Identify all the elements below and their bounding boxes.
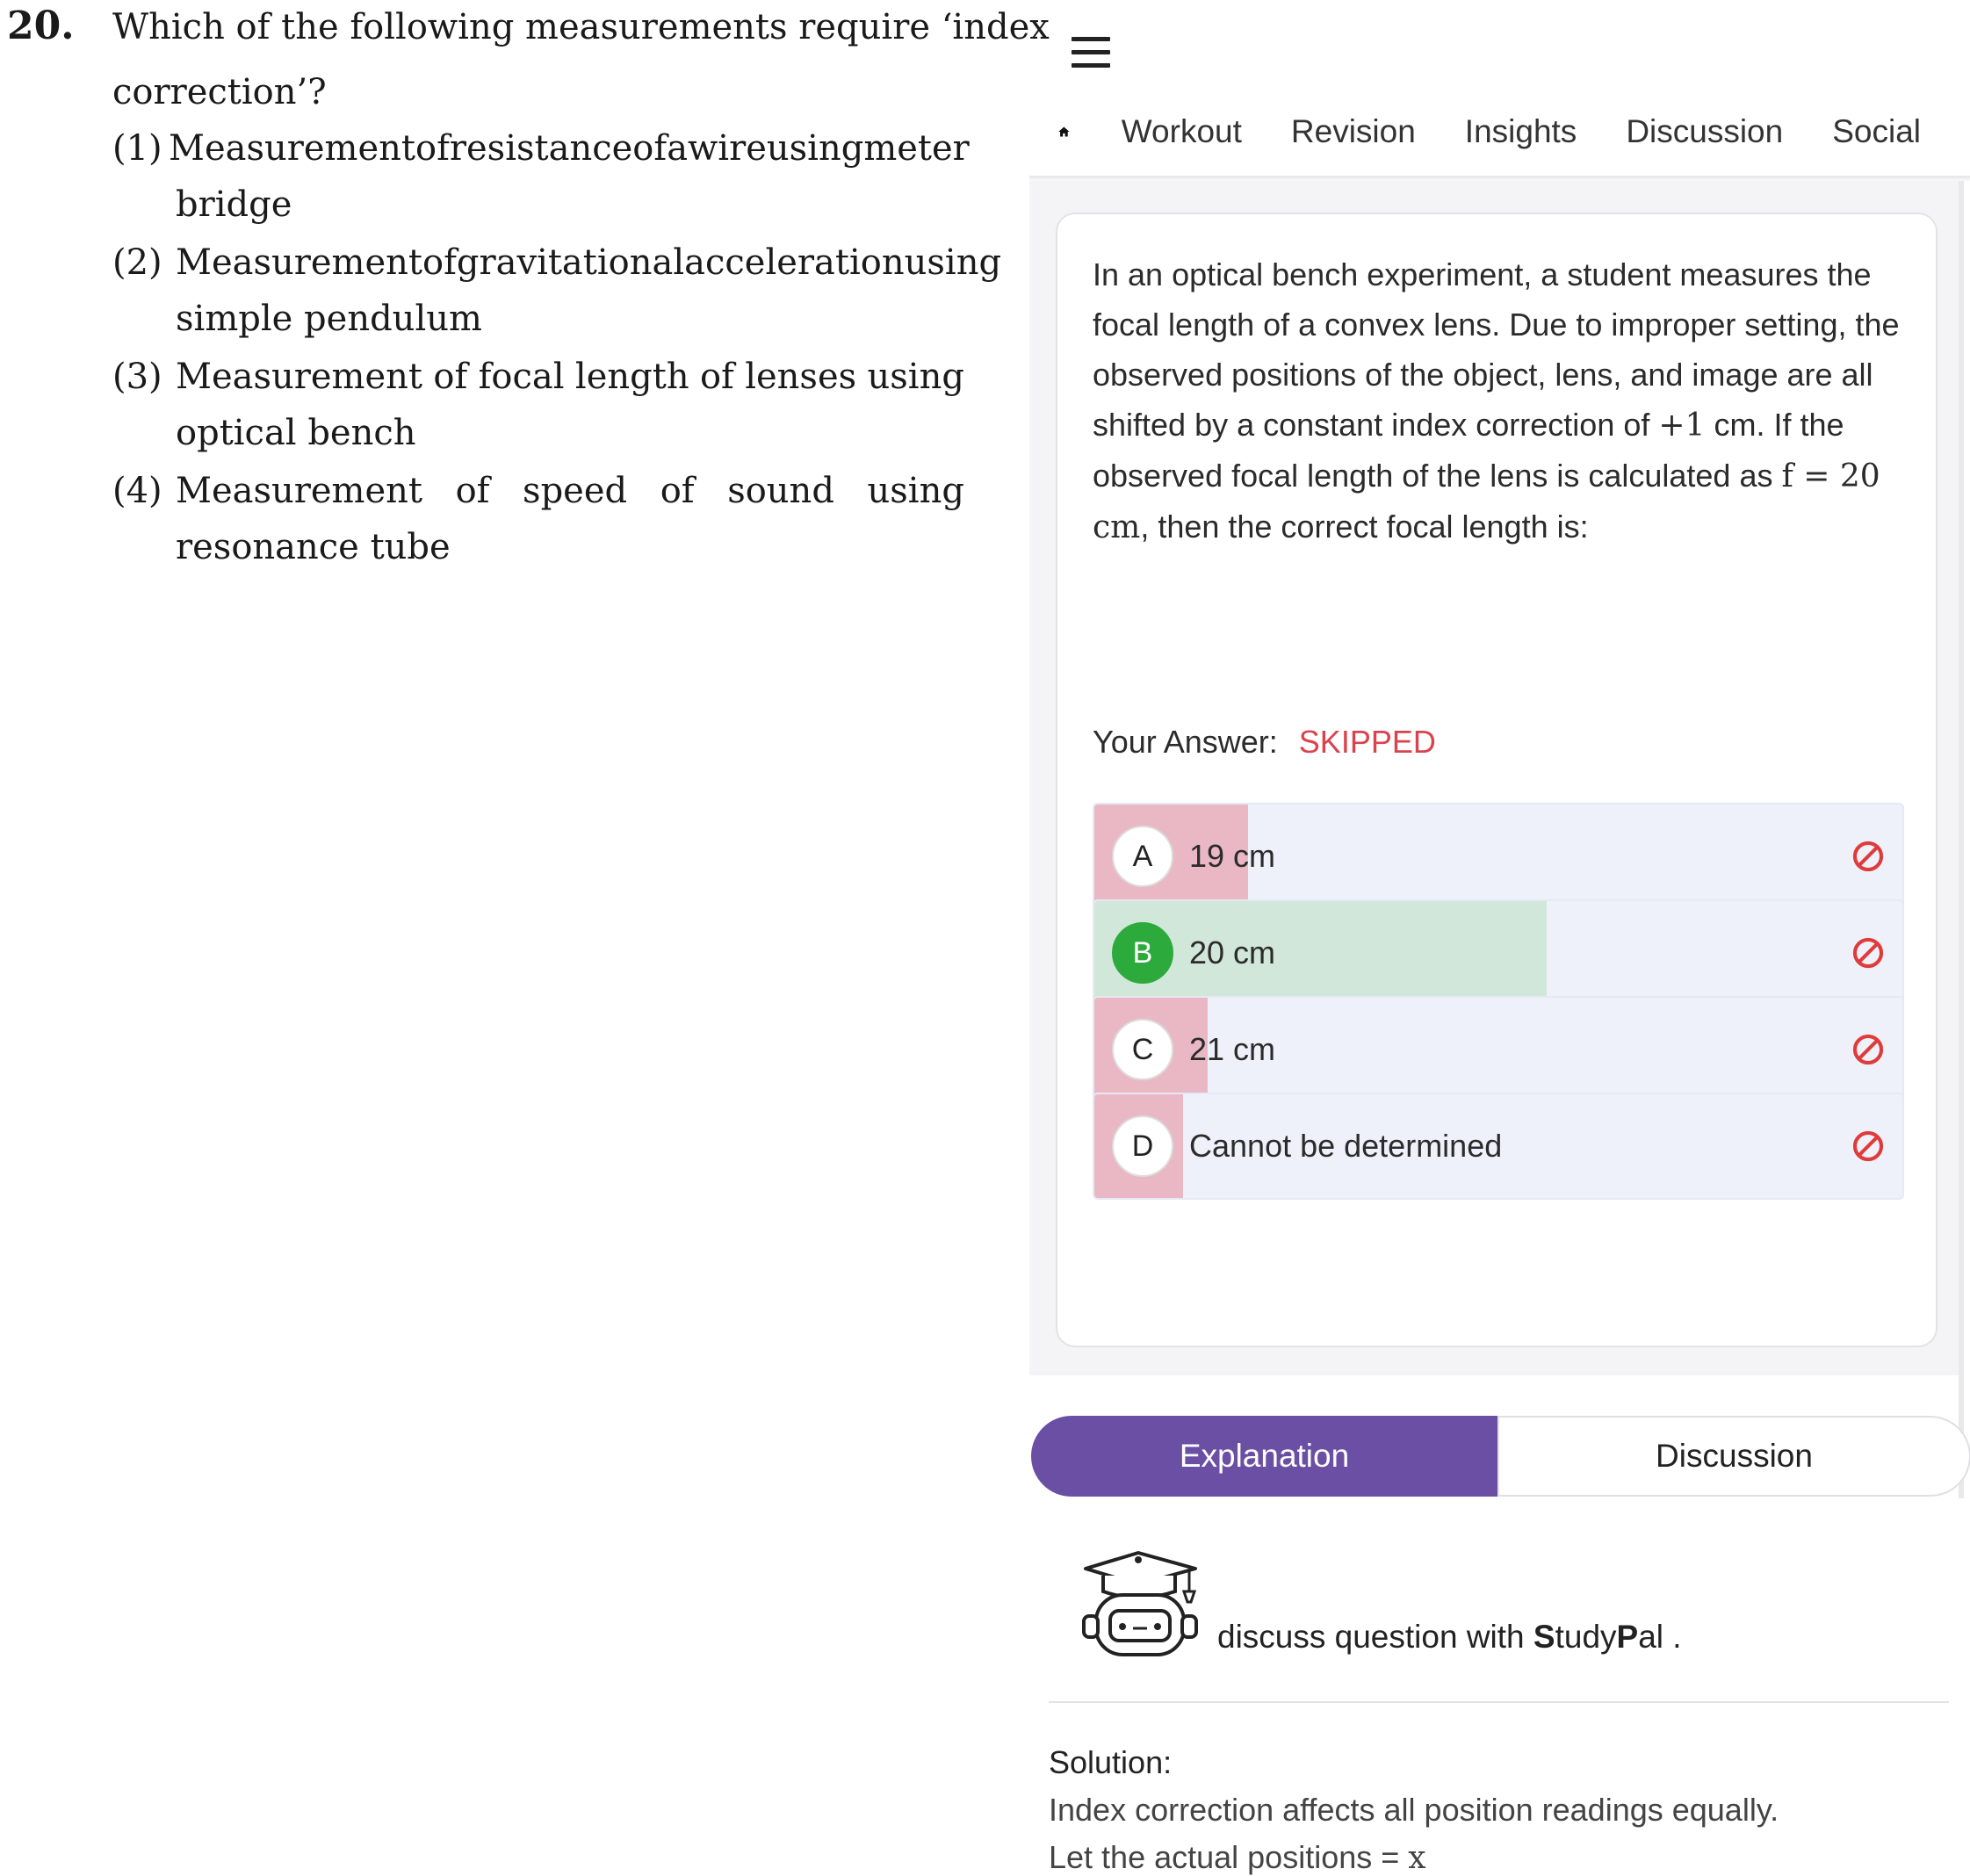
studypal-text: tudy <box>1555 1619 1617 1655</box>
word: meter <box>863 128 970 169</box>
option-d-letter: D <box>1112 1115 1173 1177</box>
math-expression: +1 <box>1658 408 1706 444</box>
option-a-letter: A <box>1112 826 1173 887</box>
option-a-text: 19 cm <box>1189 838 1276 874</box>
word: using <box>867 471 964 511</box>
your-answer-label: Your Answer: <box>1093 724 1278 760</box>
word: of <box>632 128 667 169</box>
nav-revision[interactable]: Revision <box>1290 113 1416 149</box>
studypal-link[interactable] <box>1217 1619 1682 1656</box>
question-text-part: In an optical bench experiment, a student measures the focal length of a convex lens. Due to improper setting, the observed positions of the object, lens, and image are all shifted by a constant index correction of <box>1093 256 1900 443</box>
word: of <box>699 357 734 397</box>
nav-insights[interactable]: Insights <box>1464 113 1577 149</box>
word: Measurement <box>176 471 422 511</box>
exam-option-number: (3) <box>112 357 162 397</box>
option-d-text: Cannot be determined <box>1189 1128 1503 1164</box>
studypal-mascot-icon[interactable] <box>1077 1549 1205 1663</box>
word: speed <box>523 471 628 511</box>
option-b[interactable] <box>1093 899 1904 1007</box>
exam-option-4-line1 <box>176 469 964 513</box>
word: lenses <box>745 357 857 397</box>
nav-workout[interactable]: Workout <box>1121 113 1242 149</box>
exam-option-number: (4) <box>112 471 162 511</box>
option-b-text: 20 cm <box>1189 934 1276 970</box>
solution-text: Let the actual positions = <box>1049 1839 1409 1875</box>
word: Measurement <box>169 128 415 169</box>
studypal-text: al <box>1638 1619 1664 1655</box>
word: Measurement <box>176 357 422 397</box>
exam-option-1-line2: bridge <box>176 184 292 225</box>
word: using <box>867 357 964 397</box>
word: resistance <box>449 128 633 169</box>
option-d[interactable] <box>1093 1093 1904 1200</box>
word: of <box>660 471 695 511</box>
exam-option-4-line2: resonance tube <box>176 527 451 567</box>
question-text-line1: Which of the following measurements require ‘index <box>112 7 1050 47</box>
word: Measurement <box>176 242 422 283</box>
question-number: 20. <box>7 4 75 48</box>
top-nav <box>1050 105 1970 158</box>
studypal-text: P <box>1616 1619 1639 1655</box>
exam-option-3-line2: optical bench <box>176 413 416 453</box>
question-text <box>1093 249 1909 552</box>
exam-option-2-line2: simple pendulum <box>176 299 482 339</box>
ban-icon <box>1851 1033 1885 1066</box>
nav-social[interactable]: Social <box>1832 113 1921 149</box>
word: using <box>766 128 864 169</box>
exam-option-3-line1 <box>176 355 964 399</box>
your-answer-row <box>1093 724 1436 761</box>
option-a[interactable] <box>1093 803 1904 910</box>
option-c-letter: C <box>1112 1019 1173 1080</box>
word: length <box>574 357 689 397</box>
word: sound <box>727 471 834 511</box>
exam-option-2-line1 <box>176 241 1002 285</box>
studypal-text: . <box>1663 1619 1682 1655</box>
word: of <box>455 471 490 511</box>
word: a <box>667 128 689 169</box>
explanation-tabs <box>1031 1416 1970 1497</box>
scrollbar[interactable] <box>1959 181 1964 1498</box>
option-c[interactable] <box>1093 996 1904 1103</box>
question-text-part: , then the correct focal length is: <box>1140 509 1589 545</box>
question-text-line2: correction’? <box>112 72 327 112</box>
solution-title: Solution: <box>1049 1744 1173 1780</box>
ban-icon <box>1851 840 1885 873</box>
menu-icon[interactable] <box>1072 37 1110 69</box>
question-area <box>1029 181 1960 1375</box>
studypal-text: discuss question with <box>1217 1619 1533 1655</box>
option-b-letter: B <box>1112 922 1173 984</box>
question-card <box>1056 213 1938 1347</box>
exam-option-number: (1) <box>112 128 162 169</box>
math-expression: f = 20 cm <box>1093 458 1880 545</box>
nav-discussion[interactable]: Discussion <box>1626 113 1784 149</box>
word: focal <box>478 357 565 397</box>
ban-icon <box>1851 1129 1885 1163</box>
option-c-text: 21 cm <box>1189 1031 1276 1067</box>
word: acceleration <box>684 242 905 283</box>
word: gravitational <box>456 242 685 283</box>
ban-icon <box>1851 936 1885 970</box>
word: wire <box>688 128 767 169</box>
math-variable: x <box>1408 1840 1426 1876</box>
tab-explanation[interactable]: Explanation <box>1031 1416 1497 1497</box>
word: using <box>904 242 1002 283</box>
word: of <box>415 128 450 169</box>
solution-line-1: Index correction affects all position readings equally. <box>1049 1792 1779 1828</box>
app-panel <box>1029 0 1970 1876</box>
studypal-text: S <box>1533 1619 1555 1655</box>
question-text-part: cm. If the observed focal length of the lens is calculated as <box>1093 407 1844 494</box>
word: of <box>422 242 457 283</box>
home-icon[interactable] <box>1057 114 1071 149</box>
section-divider <box>1049 1701 1949 1703</box>
answer-status: SKIPPED <box>1298 724 1436 760</box>
exam-option-1-line1 <box>169 126 970 170</box>
word: of <box>433 357 468 397</box>
exam-option-number: (2) <box>112 242 162 283</box>
tab-discussion[interactable]: Discussion <box>1497 1416 1970 1497</box>
